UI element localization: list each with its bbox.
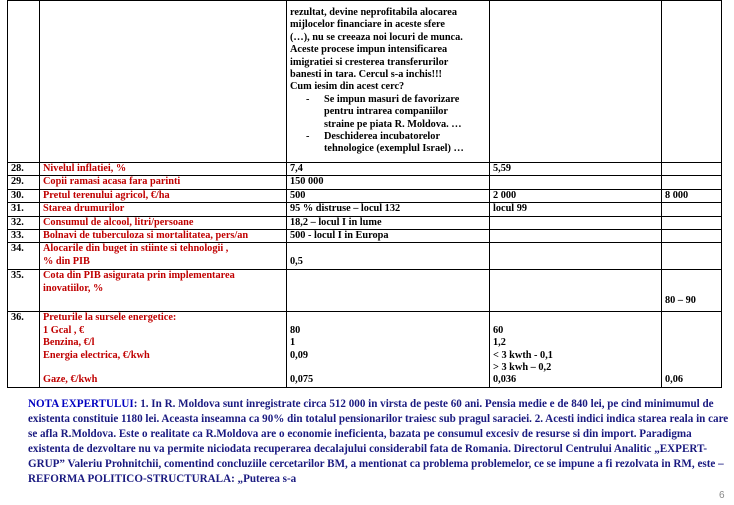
value-eu-line [665, 325, 718, 337]
value-2008-line: 0,075 [290, 374, 314, 386]
row-label-line: Starea drumurilor [43, 203, 125, 215]
value-eu [662, 243, 722, 270]
value-romania [490, 176, 662, 189]
value-2008-line [290, 312, 486, 324]
table-row [8, 176, 722, 189]
value-eu-line [665, 163, 718, 175]
value-eu-line [665, 362, 718, 374]
page-number: 6 [719, 490, 725, 501]
value-eu-line [665, 243, 718, 255]
continuation-line: mijlocelor financiare in aceste sfere [290, 19, 445, 31]
value-2008-line [290, 243, 486, 255]
continuation-line: (…), nu se creeaza noi locuri de munca. [290, 31, 463, 43]
row-label [40, 176, 287, 189]
table-row [8, 216, 722, 229]
row-number: 31. [8, 203, 40, 216]
row-label-line: Copii ramasi acasa fara parinti [43, 176, 181, 188]
value-romania-line [493, 270, 658, 282]
row-number: 29. [8, 176, 40, 189]
row-label [40, 203, 287, 216]
value-2008 [287, 176, 490, 189]
row-label-line: 1 Gcal , € [43, 324, 85, 336]
bullet-line: tehnologice (exemplul Israel) … [324, 143, 464, 155]
row-label [40, 312, 287, 388]
bullet-item [306, 131, 486, 156]
note-label: NOTA EXPERTULUI [28, 398, 134, 410]
row-number: 32. [8, 216, 40, 229]
value-eu-line: 8 000 [665, 189, 689, 201]
bullet-dash: - [306, 131, 310, 143]
row-label-line: % din PIB [43, 255, 90, 267]
value-2008-line: 1 [290, 337, 296, 349]
value-2008-line: 150 000 [290, 176, 324, 188]
row-label-line: Pretul terenului agricol, €/ha [43, 189, 170, 201]
continuation-line: banesti in tara. Cercul s-a inchis!!! [290, 69, 442, 81]
value-cell [490, 1, 662, 163]
row-label-line: Cota din PIB asigurata prin implementarea [43, 270, 235, 282]
value-eu [662, 270, 722, 312]
row-label-line: Alocarile din buget in stiinte si tehnologii , [43, 243, 229, 255]
row-number: 34. [8, 243, 40, 270]
value-eu [662, 312, 722, 388]
row-number: 28. [8, 163, 40, 176]
value-2008-line: 7,4 [290, 163, 303, 174]
expert-note [28, 397, 734, 487]
value-romania-line: 60 [493, 324, 504, 336]
value-2008-line: 0,5 [290, 255, 303, 267]
row-label [40, 243, 287, 270]
table-row [8, 230, 722, 243]
value-2008-line [290, 270, 486, 282]
value-romania [490, 312, 662, 388]
row-label-line: inovatiilor, % [43, 282, 104, 294]
value-eu [662, 189, 722, 202]
value-romania-line [493, 176, 658, 188]
value-romania [490, 243, 662, 270]
bullet-dash: - [306, 93, 310, 105]
value-eu-line [665, 312, 718, 324]
value-2008 [287, 189, 490, 202]
row-label-line: Consumul de alcool, litri/persoane [43, 216, 194, 228]
value-romania-line: 2 000 [493, 189, 517, 201]
value-romania-line: > 3 kwh – 0,2 [493, 362, 552, 374]
value-2008-line [290, 362, 486, 374]
row-label-line: Preturile la sursele energetice: [43, 312, 177, 324]
value-eu-line [665, 350, 718, 362]
value-2008-line: 500 - locul I in Europa [290, 230, 389, 242]
note-text: : 1. In R. Moldova sunt inregistrate circa 512 000 in virsta de peste 60 ani. Pensia medie e de 840 lei, pe cind minimumul de existenta constituie 1180 lei. Aceasta inseamna ca 90% din totalul pensionarilor traiesc sub pragul saraciei. 2. Acesti indici indica starea reala in care se afla R.Moldova. Este o realitate ca R.Moldova are o economie ineficienta, bazata pe consumul excesiv de resurse si din import. Paradigma existenta de dezvoltare nu va permite niciodata recuperarea decalajului considerabil fata de Romania. Directorul Centrului Analitic „EXPERT- GRUP” Valeriu Prohnitchii, comentind concluziile cercetarilor BM, a mentionat ca problema problemelor, ce se impune a fi rezolvata in RM, este – REFORMA POLITICO-STRUCTURALA: „Puterea s-a [28, 398, 729, 485]
value-eu [662, 203, 722, 216]
value-eu-line [665, 176, 718, 188]
value-2008-line: 500 [290, 189, 306, 201]
value-2008-line: 95 % distruse – locul 132 [290, 203, 401, 215]
bullet-line: straine pe piata R. Moldova. … [324, 118, 462, 130]
num-cell [8, 1, 40, 163]
value-romania [490, 230, 662, 243]
value-2008 [287, 243, 490, 270]
continuation-line: Aceste procese impun intensificarea [290, 44, 448, 56]
value-eu-line [665, 270, 718, 282]
value-eu [662, 216, 722, 229]
row-label-line [43, 362, 283, 374]
value-eu-line: 80 – 90 [665, 295, 696, 307]
continuation-row [8, 1, 722, 163]
value-romania-line [493, 312, 658, 324]
statistics-table [7, 0, 722, 388]
value-romania [490, 189, 662, 202]
label-cell [40, 1, 287, 163]
value-romania [490, 270, 662, 312]
bullet-item [306, 94, 486, 131]
value-eu [662, 163, 722, 176]
row-label [40, 216, 287, 229]
row-label-line: Bolnavi de tuberculoza si mortalitatea, pers/an [43, 230, 249, 242]
continuation-line: Cum iesim din acest cerc? [290, 81, 405, 93]
row-label [40, 163, 287, 176]
table-row [8, 163, 722, 176]
value-2008-line: 0,09 [290, 349, 309, 361]
value-2008 [287, 163, 490, 176]
continuation-text-cell [287, 1, 490, 163]
value-2008 [287, 230, 490, 243]
row-label-line: Gaze, €/kwh [43, 374, 98, 386]
value-eu [662, 176, 722, 189]
value-eu-line [665, 203, 718, 215]
value-romania-line [493, 217, 658, 229]
table-row [8, 312, 722, 388]
continuation-line: imigratiei si cresterea transferurilor [290, 56, 449, 68]
value-eu [662, 230, 722, 243]
bullet-list [290, 94, 486, 156]
value-eu-line [665, 217, 718, 229]
bullet-line: pentru intrarea companiilor [324, 106, 448, 118]
row-label [40, 189, 287, 202]
row-number: 30. [8, 189, 40, 202]
value-eu-line [665, 283, 718, 295]
value-2008 [287, 312, 490, 388]
row-label [40, 230, 287, 243]
row-number: 35. [8, 270, 40, 312]
value-romania-line: < 3 kwth - 0,1 [493, 349, 553, 361]
bullet-line: Se impun masuri de favorizare [324, 93, 460, 105]
bullet-line: Deschiderea incubatorelor [324, 131, 441, 143]
value-romania [490, 203, 662, 216]
value-romania-line: 5,59 [493, 163, 512, 174]
value-2008-line: 80 [290, 324, 301, 336]
row-label-line: Nivelul inflatiei, % [43, 163, 127, 174]
value-cell [662, 1, 722, 163]
table-row [8, 270, 722, 312]
table-row [8, 189, 722, 202]
continuation-line: rezultat, devine neprofitabila alocarea [290, 7, 458, 18]
row-label-line: Benzina, €/l [43, 337, 95, 349]
value-2008-line: 18,2 – locul I in lume [290, 216, 382, 228]
row-number: 33. [8, 230, 40, 243]
value-romania [490, 163, 662, 176]
value-eu-line [665, 230, 718, 242]
value-romania-line: 0,036 [493, 374, 517, 386]
value-romania-line: locul 99 [493, 203, 528, 215]
table-row [8, 243, 722, 270]
value-2008 [287, 216, 490, 229]
value-2008 [287, 203, 490, 216]
value-romania-line [493, 243, 658, 255]
row-number: 36. [8, 312, 40, 388]
row-label-line: Energia electrica, €/kwh [43, 349, 150, 361]
table-row [8, 203, 722, 216]
value-eu-line [665, 337, 718, 349]
row-label [40, 270, 287, 312]
value-romania [490, 216, 662, 229]
value-romania-line [493, 230, 658, 242]
value-romania-line: 1,2 [493, 337, 506, 349]
value-2008 [287, 270, 490, 312]
value-eu-line: 0,06 [665, 374, 684, 386]
